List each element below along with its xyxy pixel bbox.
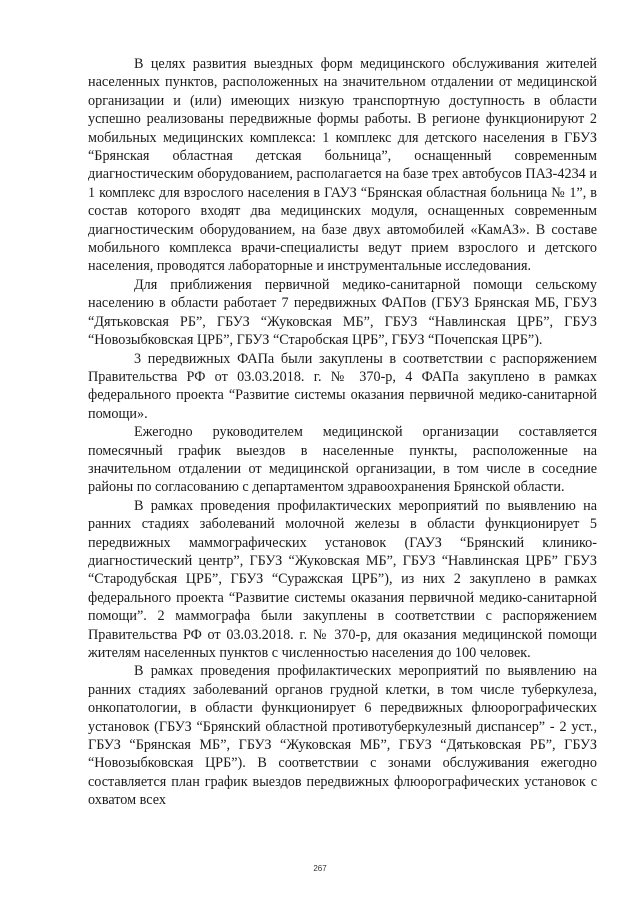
paragraph-mobile-fap: Для приближения первичной медико-санитарной помощи сельскому населению в области работает 7 передвижных ФАПов (ГБУЗ Брянская МБ, ГБУЗ “Дятьковская РБ”, ГБУЗ “Жуковская МБ”, ГБУЗ “Навлинская ЦРБ”, ГБУЗ “Новозыбковская ЦРБ”, ГБУЗ “Старобская ЦРБ”, ГБУЗ “Почепская ЦРБ”). <box>88 276 597 349</box>
page-number: 267 <box>313 864 327 873</box>
document-body <box>88 55 597 810</box>
paragraph-mobile-complexes: В целях развития выездных форм медицинского обслуживания жителей населенных пунктов, расположенных на значительном отдалении от медицинской организации и (или) имеющих низкую транспортную доступность в области успешно реализованы передвижные формы работы. В регионе функционируют 2 мобильных медицинских комплекса: 1 комплекс для детского населения в ГБУЗ “Брянская областная детская больница”, оснащенный современным диагностическим оборудованием, располагается на базе трех автобусов ПАЗ-4234 и 1 комплекс для взрослого населения в ГАУЗ “Брянская областная больница № 1”, в состав которого входят два медицинских модуля, оснащенных современным диагностическим оборудованием, на базе двух автомобилей «КамАЗ». В составе мобильного комплекса врачи-специалисты ведут прием взрослого и детского населения, проводятся лабораторные и инструментальные исследования. <box>88 56 597 275</box>
paragraph-fluorography: В рамках проведения профилактических мероприятий по выявлению на ранних стадиях заболеваний органов грудной клетки, в том числе туберкулеза, онкопатологии, в области функционирует 6 передвижных флюорографических установок (ГБУЗ “Брянский областной противотуберкулезный диспансер” - 2 уст., ГБУЗ “Брянская МБ”, ГБУЗ “Жуковская МБ”, ГБУЗ “Дятьковская РБ”, ГБУЗ “Новозыбковская ЦРБ”). В соответствии с зонами обслуживания ежегодно составляется план график выездов передвижных флюорографических установок с охватом всех <box>88 663 597 809</box>
paragraph-visit-schedule: Ежегодно руководителем медицинской организации составляется помесячный график выездов в населенные пункты, расположенные на значительном отдалении от медицинской организации, в том числе в соседние районы по согласованию с департаментом здравоохранения Брянской области. <box>88 424 597 496</box>
paragraph-mammography: В рамках проведения профилактических мероприятий по выявлению на ранних стадиях заболеваний молочной железы в области функционирует 5 передвижных маммографических установок (ГАУЗ “Брянский клинико-диагностический центр”, ГБУЗ “Жуковская МБ”, ГБУЗ “Навлинская ЦРБ” ГБУЗ “Стародубская ЦРБ”, ГБУЗ “Суражская ЦРБ”), из них 2 закуплено в рамках федерального проекта “Развитие системы оказания первичной медико-санитарной помощи”. 2 маммографа были закуплены в соответствии с распоряжением Правительства РФ от 03.03.2018. г. № 370-р, для оказания медицинской помощи жителям населенных пунктов с численностью населения до 100 человек. <box>88 497 597 661</box>
paragraph-fap-purchase: 3 передвижных ФАПа были закуплены в соответствии с распоряжением Правительства РФ от 03.03.2018. г. № 370-р, 4 ФАПа закуплено в рамках федерального проекта “Развитие системы оказания первичной медико-санитарной помощи». <box>88 350 597 422</box>
